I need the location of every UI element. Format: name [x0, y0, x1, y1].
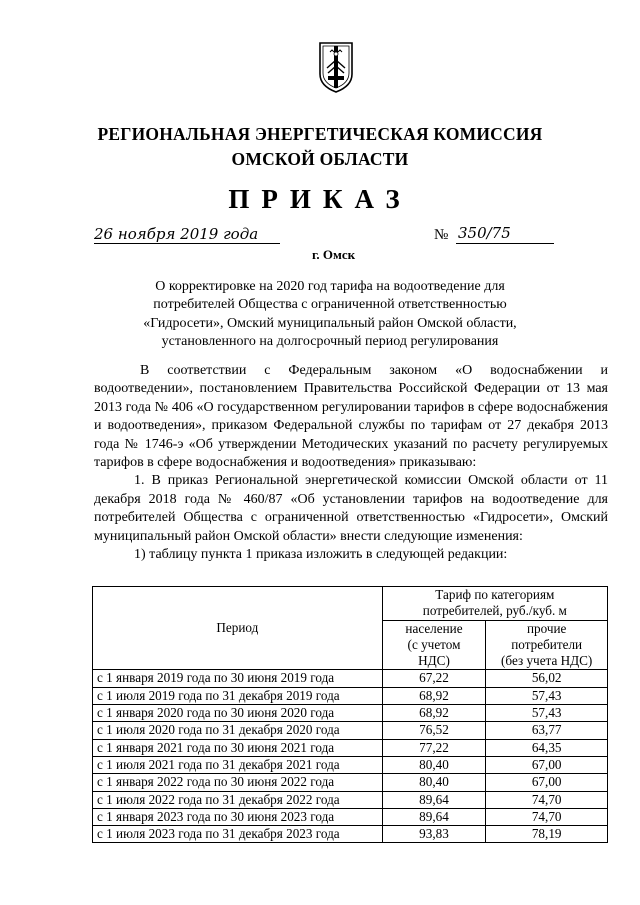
table-row	[93, 687, 608, 704]
tariff-header-line: потребителей, руб./куб. м	[422, 603, 567, 619]
tariff-header	[382, 587, 607, 621]
table-row	[93, 670, 608, 687]
handwritten-date: 26 ноября 2019 года	[94, 225, 259, 243]
item-1-paragraph: 1. В приказ Региональной энергетической комиссии Омской области от 11 декабря 2018 года № 460/87 «Об установлении тарифов на водоотведение для потребителей Общества с ограниченной ответственностью «Гидросети», Омский муниципальный район Омской области» внести следующие изменения:	[94, 473, 608, 544]
organization-name-line1: РЕГИОНАЛЬНАЯ ЭНЕРГЕТИЧЕСКАЯ КОМИССИЯ	[97, 124, 543, 144]
coat-of-arms-icon	[316, 40, 356, 94]
table-row	[93, 756, 608, 773]
subject-line: установленного на долгосрочный период регулирования	[161, 333, 499, 349]
population-tariff-cell: 77,22	[382, 739, 486, 756]
handwritten-order-number: 350/75	[458, 224, 511, 242]
period-cell: с 1 июля 2022 года по 31 декабря 2022 года	[93, 791, 383, 808]
others-header-line: потребители	[511, 636, 583, 652]
period-cell: с 1 июля 2021 года по 31 декабря 2021 года	[93, 756, 383, 773]
period-header: Период	[93, 587, 383, 670]
others-tariff-cell: 63,77	[486, 722, 608, 739]
population-tariff-cell: 76,52	[382, 722, 486, 739]
others-header-line: (без учета НДС)	[501, 653, 593, 669]
population-tariff-cell: 68,92	[382, 687, 486, 704]
subject-line: «Гидросети», Омский муниципальный район Омской области,	[143, 315, 517, 331]
others-header-line: прочие	[526, 620, 567, 636]
others-tariff-cell: 67,00	[486, 774, 608, 791]
population-header	[382, 620, 486, 670]
others-tariff-cell: 56,02	[486, 670, 608, 687]
others-tariff-cell: 64,35	[486, 739, 608, 756]
period-cell: с 1 января 2019 года по 30 июня 2019 года	[93, 670, 383, 687]
period-cell: с 1 января 2022 года по 30 июня 2022 года	[93, 774, 383, 791]
table-row	[93, 705, 608, 722]
period-cell: с 1 июля 2019 года по 31 декабря 2019 года	[93, 687, 383, 704]
table-row	[93, 808, 608, 825]
period-cell: с 1 января 2020 года по 30 июня 2020 года	[93, 705, 383, 722]
organization-name-line2: ОМСКОЙ ОБЛАСТИ	[231, 149, 409, 169]
others-tariff-cell: 57,43	[486, 687, 608, 704]
date-underline	[94, 243, 280, 244]
population-header-line: население	[405, 620, 463, 636]
population-tariff-cell: 89,64	[382, 791, 486, 808]
population-tariff-cell: 89,64	[382, 808, 486, 825]
number-underline	[456, 243, 554, 244]
others-tariff-cell: 57,43	[486, 705, 608, 722]
subject-line: О корректировке на 2020 год тарифа на водоотведение для	[155, 279, 505, 294]
period-cell: с 1 января 2021 года по 30 июня 2021 года	[93, 739, 383, 756]
tariff-table	[92, 586, 608, 843]
population-tariff-cell: 80,40	[382, 774, 486, 791]
period-cell: с 1 июля 2020 года по 31 декабря 2020 года	[93, 722, 383, 739]
subject-line: потребителей Общества с ограниченной ответственностью	[153, 297, 507, 313]
order-body	[94, 362, 608, 564]
table-row	[93, 791, 608, 808]
population-header-line: НДС)	[418, 653, 450, 669]
others-tariff-cell: 67,00	[486, 756, 608, 773]
table-row	[93, 826, 608, 843]
population-header-line: (с учетом	[407, 636, 461, 652]
period-cell: с 1 января 2023 года по 30 июня 2023 года	[93, 808, 383, 825]
population-tariff-cell: 67,22	[382, 670, 486, 687]
table-row	[93, 774, 608, 791]
table-row	[93, 739, 608, 756]
tariff-header-line: Тариф по категориям	[435, 587, 555, 602]
others-tariff-cell: 74,70	[486, 808, 608, 825]
period-cell: с 1 июля 2023 года по 31 декабря 2023 года	[93, 826, 383, 843]
table-row	[93, 722, 608, 739]
others-tariff-cell: 74,70	[486, 791, 608, 808]
document-type-title: ПРИКАЗ	[228, 184, 412, 214]
others-header	[486, 620, 608, 670]
population-tariff-cell: 68,92	[382, 705, 486, 722]
order-subject	[120, 278, 540, 351]
number-sign: №	[434, 227, 449, 243]
population-tariff-cell: 80,40	[382, 756, 486, 773]
city: г. Омск	[312, 247, 356, 262]
population-tariff-cell: 93,83	[382, 826, 486, 843]
preamble-paragraph: В соответствии с Федеральным законом «О водоснабжении и водоотведении», постановлением Правительства Российской Федерации от 13 мая 2013 года № 406 «О государственном регулировании тарифов в сфере водоснабжения и водоотведения», приказом Федеральной службы по тарифам от 27 декабря 2013 года № 1746-э «Об утверждении Методических указаний по расчету регулируемых тарифов в сфере водоснабжения и водоотведения» приказываю:	[94, 363, 608, 471]
item-1-1-paragraph: 1) таблицу пункта 1 приказа изложить в следующей редакции:	[134, 547, 508, 563]
others-tariff-cell: 78,19	[486, 826, 608, 843]
